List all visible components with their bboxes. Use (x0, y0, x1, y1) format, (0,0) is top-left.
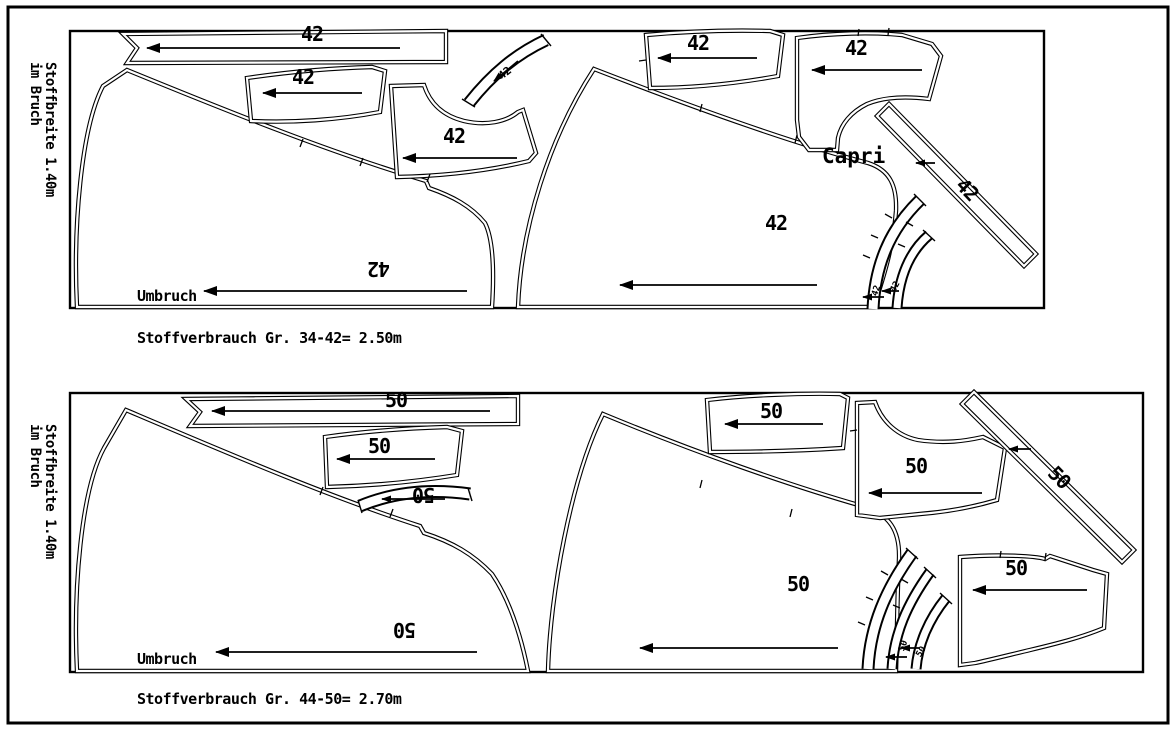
waistband-strip-piece (123, 31, 446, 63)
pocket-yoke-piece (960, 556, 1107, 665)
fabric-width-label: Stoffbreite 1.40m (42, 424, 58, 559)
size-label: 50 (760, 399, 783, 423)
size-label: 50 (412, 483, 435, 507)
size-label: 42 (870, 284, 884, 298)
size-label: 50 (914, 644, 929, 660)
size-label: 42 (292, 65, 315, 89)
size-label: 42 (687, 31, 710, 55)
fold-label: im Bruch (27, 62, 43, 126)
fabric-consumption-note: Stoffverbrauch Gr. 34-42= 2.50m (137, 329, 402, 347)
trapezoid-piece (646, 31, 783, 88)
size-label: 42 (301, 22, 324, 46)
size-label: 42 (443, 124, 466, 148)
size-label: 42 (495, 63, 515, 83)
pattern-name: Capri (822, 144, 886, 168)
pieces-50 (76, 392, 1134, 671)
small-trapezoid-piece (325, 427, 462, 487)
fabric-width-label: Stoffbreite 1.40m (42, 62, 58, 197)
size-label: 50 (368, 434, 391, 458)
size-label: 42 (888, 279, 903, 295)
size-label: 42 (765, 211, 788, 235)
size-label: 42 (845, 36, 868, 60)
size-label: 50 (1043, 461, 1076, 494)
fold-line-label: Umbruch (137, 650, 197, 668)
size-label: 50 (905, 454, 928, 478)
size-label: 42 (951, 173, 984, 206)
size-label: 42 (367, 257, 390, 281)
fabric-consumption-note: Stoffverbrauch Gr. 44-50= 2.70m (137, 690, 402, 708)
size-label: 50 (787, 572, 810, 596)
fold-line-label: Umbruch (137, 287, 197, 305)
size-label: 50 (897, 639, 911, 653)
size-label: 50 (385, 388, 408, 412)
size-label: 50 (393, 618, 416, 642)
size-label: 50 (1005, 556, 1028, 580)
small-trapezoid-piece (247, 67, 385, 122)
waistband-curve-piece (897, 230, 935, 308)
fold-label: im Bruch (27, 424, 43, 488)
pieces-42 (76, 31, 1036, 309)
